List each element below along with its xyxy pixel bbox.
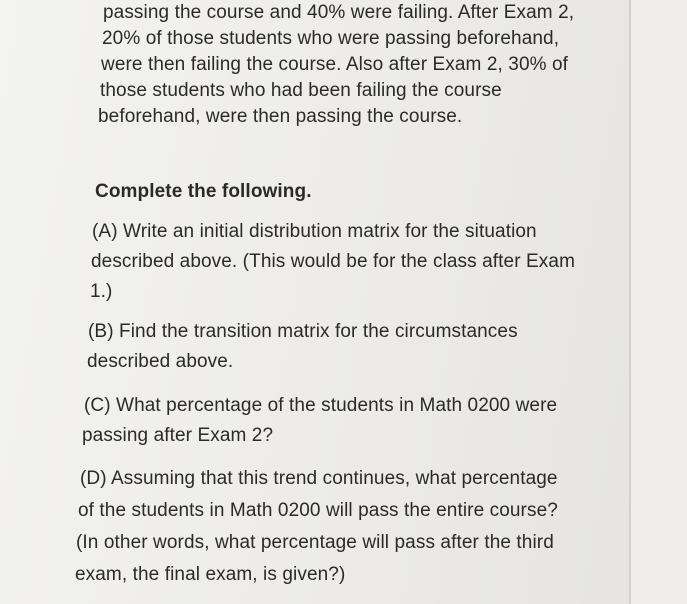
question-b-line-1: (B) Find the transition matrix for the circumstances	[88, 321, 518, 342]
section-heading: Complete the following.	[95, 181, 312, 202]
intro-line-5: beforehand, were then passing the course.	[98, 106, 463, 127]
question-c-line-2: passing after Exam 2?	[82, 425, 274, 446]
question-d-line-4: exam, the final exam, is given?)	[75, 564, 346, 585]
intro-line-4: those students who had been failing the course	[100, 80, 502, 101]
question-a-line-2: described above. (This would be for the class after Exam	[91, 251, 575, 272]
question-d-line-2: of the students in Math 0200 will pass the entire course?	[78, 500, 558, 521]
question-c-line-1: (C) What percentage of the students in Math 0200 were	[84, 395, 558, 416]
intro-line-3: were then failing the course. Also after Exam 2, 30% of	[101, 54, 569, 75]
question-a-line-3: 1.)	[90, 281, 113, 302]
intro-line-2: 20% of those students who were passing beforehand,	[102, 28, 560, 49]
question-d-line-3: (In other words, what percentage will pass after the third	[76, 532, 554, 553]
right-margin	[631, 0, 687, 604]
question-d-line-1: (D) Assuming that this trend continues, what percentage	[80, 468, 558, 489]
intro-line-1: passing the course and 40% were failing. After Exam 2,	[103, 2, 575, 23]
question-a-line-1: (A) Write an initial distribution matrix for the situation	[92, 221, 537, 242]
question-b-line-2: described above.	[87, 351, 234, 372]
